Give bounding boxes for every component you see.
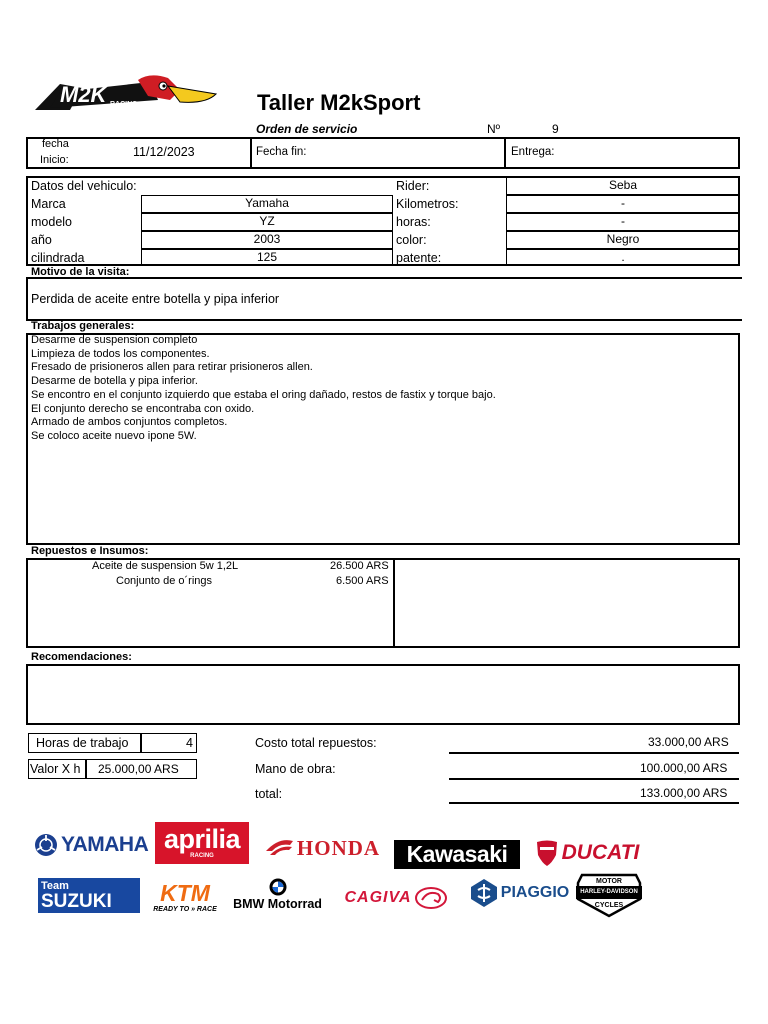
- start-date-label-1: fecha: [42, 138, 69, 150]
- total-underline: [449, 802, 739, 804]
- page-title: Taller M2kSport: [257, 90, 421, 115]
- kawasaki-logo: [394, 840, 520, 869]
- piaggio-logo: [464, 876, 574, 910]
- m2k-logo: [30, 70, 220, 118]
- ducati-logo: [526, 838, 648, 868]
- yamaha-text: YAMAHA: [61, 833, 149, 856]
- vehicle-label-model: modelo: [31, 215, 72, 229]
- m2k-logo-text: M2K: [60, 82, 107, 107]
- m2k-logo-icon: [30, 70, 220, 118]
- vehicle-value-color[interactable]: Negro: [506, 231, 740, 249]
- visit-text[interactable]: Perdida de aceite entre botella y pipa inferior: [31, 292, 280, 306]
- aprilia-text: aprilia: [163, 824, 241, 854]
- part-price: 26.500 ARS: [330, 560, 389, 572]
- ktm-logo: [144, 879, 226, 915]
- total-label: total:: [255, 787, 283, 801]
- cagiva-logo: [330, 884, 462, 912]
- divider: [504, 139, 506, 167]
- aprilia-sub: RACING: [190, 853, 214, 859]
- rider-value[interactable]: Seba: [506, 177, 740, 195]
- part-name: Aceite de suspension 5w 1,2L: [92, 560, 239, 572]
- bmw-logo: [229, 876, 326, 914]
- work-section-label: Trabajos generales:: [31, 320, 135, 332]
- suzuki-logo: [38, 878, 140, 913]
- vehicle-value-hours[interactable]: -: [506, 213, 740, 231]
- vehicle-section-label: Datos del vehiculo:: [31, 179, 137, 193]
- delivery-label: Entrega:: [511, 146, 555, 158]
- vehicle-value-brand[interactable]: Yamaha: [141, 195, 393, 213]
- cagiva-elephant-icon: [414, 886, 448, 910]
- start-date-value[interactable]: 11/12/2023: [133, 145, 195, 159]
- piaggio-emblem-icon: [469, 878, 499, 908]
- work-line: Se encontro en el conjunto izquierdo que estaba el oring dañado, restos de fastix y torque bajo.: [31, 388, 496, 401]
- total-parts-value: 33.000,00 ARS: [648, 735, 729, 749]
- divider: [393, 560, 395, 646]
- order-number-value: 9: [552, 122, 559, 136]
- harley-top-text: MOTOR: [596, 878, 622, 885]
- vehicle-label-hours: horas:: [396, 215, 431, 229]
- work-line: Desarme de suspension completo: [31, 334, 198, 346]
- recommendations-box[interactable]: [26, 664, 740, 725]
- work-list: [31, 334, 496, 444]
- start-date-label-2: Inicio:: [40, 154, 69, 166]
- rate-label: Valor X h: [30, 762, 81, 776]
- divider: [140, 734, 142, 752]
- total-underline: [449, 778, 739, 780]
- vehicle-label-color: color:: [396, 233, 427, 247]
- order-subtitle: Orden de servicio: [256, 122, 358, 136]
- rate-value[interactable]: 25.000,00 ARS: [98, 762, 179, 776]
- total-labor-label: Mano de obra:: [255, 762, 336, 776]
- ducati-shield-icon: [535, 839, 559, 867]
- kawasaki-text: Kawasaki: [406, 841, 508, 867]
- harley-bottom-text: CYCLES: [594, 902, 624, 909]
- honda-text: HONDA: [296, 835, 381, 860]
- vehicle-label-brand: Marca: [31, 197, 66, 211]
- visit-section-label: Motivo de la visita:: [31, 266, 130, 278]
- honda-wing-icon: [264, 837, 294, 859]
- work-line: Limpieza de todos los componentes.: [31, 347, 210, 360]
- yamaha-tuning-fork-icon: [34, 833, 58, 857]
- vehicle-label-km: Kilometros:: [396, 197, 459, 211]
- parts-section-label: Repuestos e Insumos:: [31, 545, 149, 557]
- aprilia-logo: [155, 822, 249, 864]
- vehicle-value-year[interactable]: 2003: [141, 231, 393, 249]
- part-name: Conjunto de o´rings: [116, 575, 213, 587]
- m2k-logo-sub: RACING: [110, 101, 138, 108]
- ktm-text: KTM: [160, 879, 210, 906]
- piaggio-text: PIAGGIO: [500, 884, 570, 901]
- total-value: 133.000,00 ARS: [640, 786, 728, 800]
- work-line: Desarme de botella y pipa inferior.: [31, 375, 198, 388]
- honda-logo: [252, 834, 392, 862]
- hours-value[interactable]: 4: [186, 736, 193, 750]
- divider: [85, 760, 87, 778]
- ducati-text: DUCATI: [561, 841, 640, 864]
- work-line: El conjunto derecho se encontraba con oxido.: [31, 402, 255, 415]
- vehicle-value-plate[interactable]: .: [506, 249, 740, 266]
- vehicle-label-year: año: [31, 233, 52, 247]
- harley-text: HARLEY-DAVIDSON: [580, 889, 638, 895]
- recommendations-section-label: Recomendaciones:: [31, 651, 132, 663]
- rider-label: Rider:: [396, 179, 430, 193]
- cagiva-text: CAGIVA: [344, 889, 412, 906]
- vehicle-label-displacement: cilindrada: [31, 251, 85, 265]
- work-line: Fresado de prisioneros allen para retirar prisioneros allen.: [31, 361, 313, 374]
- yamaha-logo: [34, 830, 154, 860]
- divider: [250, 139, 252, 167]
- suzuki-text: SUZUKI: [41, 890, 112, 912]
- vehicle-value-model[interactable]: YZ: [141, 213, 393, 231]
- bmw-text: BMW Motorrad: [233, 897, 322, 911]
- order-number-label: Nº: [487, 122, 501, 136]
- vehicle-value-displacement[interactable]: 125: [141, 249, 393, 266]
- harley-davidson-logo: [574, 869, 644, 919]
- suzuki-team-text: Team: [41, 879, 69, 892]
- bmw-roundel-icon: [269, 878, 287, 896]
- end-date-label: Fecha fin:: [256, 146, 307, 158]
- ktm-sub: READY TO » RACE: [153, 905, 217, 913]
- total-labor-value: 100.000,00 ARS: [640, 761, 728, 775]
- work-line: Se coloco aceite nuevo ipone 5W.: [31, 429, 197, 442]
- vehicle-value-km[interactable]: -: [506, 195, 740, 213]
- hours-label: Horas de trabajo: [36, 736, 129, 750]
- total-underline: [449, 752, 739, 754]
- total-parts-label: Costo total repuestos:: [255, 736, 377, 750]
- work-line: Armado de ambos conjuntos completos.: [31, 416, 228, 429]
- vehicle-label-plate: patente:: [396, 251, 442, 265]
- part-price: 6.500 ARS: [336, 575, 389, 587]
